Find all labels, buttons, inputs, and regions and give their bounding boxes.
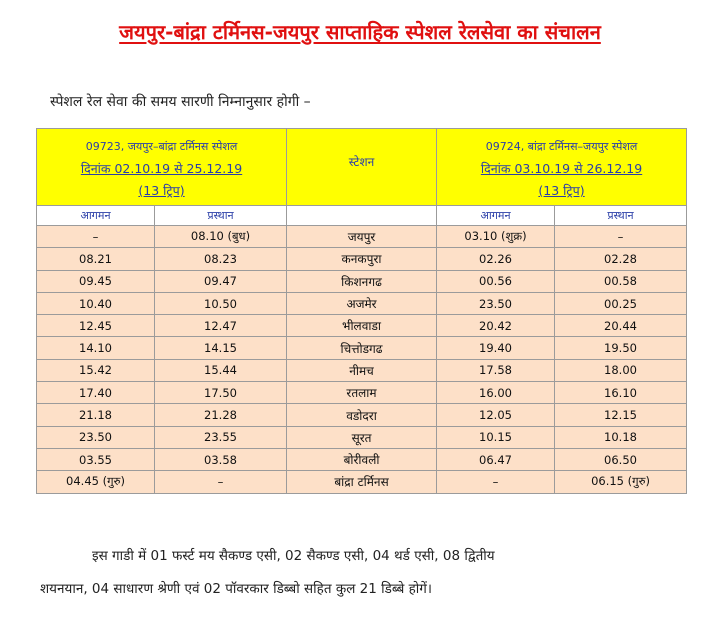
station-cell: किशनगढ [287,270,437,292]
left-departure-cell: 08.23 [155,248,287,270]
table-row [37,448,687,470]
right-departure-cell: 06.15 (गुरु) [555,471,687,493]
table-row [37,359,687,381]
right-train-trips: (13 ट्रिप) [538,183,585,198]
right-departure-cell: 12.15 [555,404,687,426]
table-row [37,426,687,448]
right-arrival-cell: – [437,471,555,493]
left-departure-cell: 23.55 [155,426,287,448]
table-row [37,404,687,426]
right-departure-cell: – [555,226,687,248]
timetable [36,128,687,494]
right-arrival-cell: 03.10 (शुक्र) [437,226,555,248]
station-cell: वडोदरा [287,404,437,426]
left-arrival-cell: 21.18 [37,404,155,426]
intro-text: स्पेशल रेल सेवा की समय सारणी निम्नानुसार होगी – [50,94,311,110]
left-train-header [37,129,287,206]
right-departure-cell: 20.44 [555,315,687,337]
page-title: जयपुर-बांद्रा टर्मिनस-जयपुर साप्ताहिक स्पेशल रेलसेवा का संचालन [119,20,601,44]
footer-line-1: इस गाडी में 01 फर्स्ट मय सैकण्ड एसी, 02 सैकण्ड एसी, 04 थर्ड एसी, 08 द्वितीय [92,548,495,564]
left-arrival-cell: 03.55 [37,448,155,470]
station-cell: बांद्रा टर्मिनस [287,471,437,493]
station-cell: चित्तोडगढ [287,337,437,359]
station-cell: सूरत [287,426,437,448]
table-row [37,248,687,270]
table-row [37,226,687,248]
left-train-trips: (13 ट्रिप) [138,183,185,198]
left-arrival-cell: 09.45 [37,270,155,292]
station-subheader-blank [287,206,437,226]
left-arrival-cell: 14.10 [37,337,155,359]
left-departure-cell: 21.28 [155,404,287,426]
left-arrival-cell: 23.50 [37,426,155,448]
right-arrival-header: आगमन [437,206,555,226]
right-departure-cell: 16.10 [555,382,687,404]
table-row [37,315,687,337]
right-departure-cell: 06.50 [555,448,687,470]
timetable-body [37,226,687,494]
right-arrival-cell: 23.50 [437,292,555,314]
right-arrival-cell: 20.42 [437,315,555,337]
station-cell: अजमेर [287,292,437,314]
left-train-name: 09723, जयपुर–बांद्रा टर्मिनस स्पेशल [85,140,238,153]
right-departure-cell: 00.25 [555,292,687,314]
table-row [37,292,687,314]
table-row [37,382,687,404]
right-train-header [437,129,687,206]
station-cell: रतलाम [287,382,437,404]
station-cell: कनकपुरा [287,248,437,270]
right-departure-cell: 10.18 [555,426,687,448]
right-arrival-cell: 16.00 [437,382,555,404]
right-train-date: दिनांक 03.10.19 से 26.12.19 [480,161,643,176]
right-arrival-cell: 00.56 [437,270,555,292]
table-row [37,471,687,493]
station-column-header [287,129,437,206]
right-departure-cell: 02.28 [555,248,687,270]
left-departure-cell: 15.44 [155,359,287,381]
left-departure-cell: 10.50 [155,292,287,314]
left-departure-cell: 03.58 [155,448,287,470]
left-departure-header: प्रस्थान [155,206,287,226]
left-arrival-cell: 17.40 [37,382,155,404]
timetable-header-row [37,129,687,206]
right-arrival-cell: 10.15 [437,426,555,448]
left-arrival-cell: 12.45 [37,315,155,337]
station-cell: नीमच [287,359,437,381]
left-departure-cell: 08.10 (बुध) [155,226,287,248]
station-cell: भीलवाडा [287,315,437,337]
left-departure-cell: 09.47 [155,270,287,292]
station-header-label: स्टेशन [348,155,375,169]
right-arrival-cell: 17.58 [437,359,555,381]
station-cell: बोरीवली [287,448,437,470]
right-departure-header: प्रस्थान [555,206,687,226]
left-departure-cell: 14.15 [155,337,287,359]
left-arrival-cell: 08.21 [37,248,155,270]
right-departure-cell: 18.00 [555,359,687,381]
right-train-name: 09724, बांद्रा टर्मिनस–जयपुर स्पेशल [485,140,638,153]
right-arrival-cell: 02.26 [437,248,555,270]
left-arrival-cell: 04.45 (गुरु) [37,471,155,493]
table-row [37,270,687,292]
left-arrival-cell: 15.42 [37,359,155,381]
right-departure-cell: 00.58 [555,270,687,292]
right-arrival-cell: 12.05 [437,404,555,426]
right-departure-cell: 19.50 [555,337,687,359]
left-arrival-header: आगमन [37,206,155,226]
left-arrival-cell: – [37,226,155,248]
left-departure-cell: – [155,471,287,493]
left-departure-cell: 17.50 [155,382,287,404]
left-departure-cell: 12.47 [155,315,287,337]
right-arrival-cell: 06.47 [437,448,555,470]
timetable-subheader-row [37,206,687,226]
table-row [37,337,687,359]
left-train-date: दिनांक 02.10.19 से 25.12.19 [80,161,243,176]
footer-line-2: शयनयान, 04 साधारण श्रेणी एवं 02 पॉवरकार डिब्बो सहित कुल 21 डिब्बे होगें। [40,581,432,597]
station-cell: जयपुर [287,226,437,248]
right-arrival-cell: 19.40 [437,337,555,359]
left-arrival-cell: 10.40 [37,292,155,314]
coach-composition-note [40,540,680,606]
